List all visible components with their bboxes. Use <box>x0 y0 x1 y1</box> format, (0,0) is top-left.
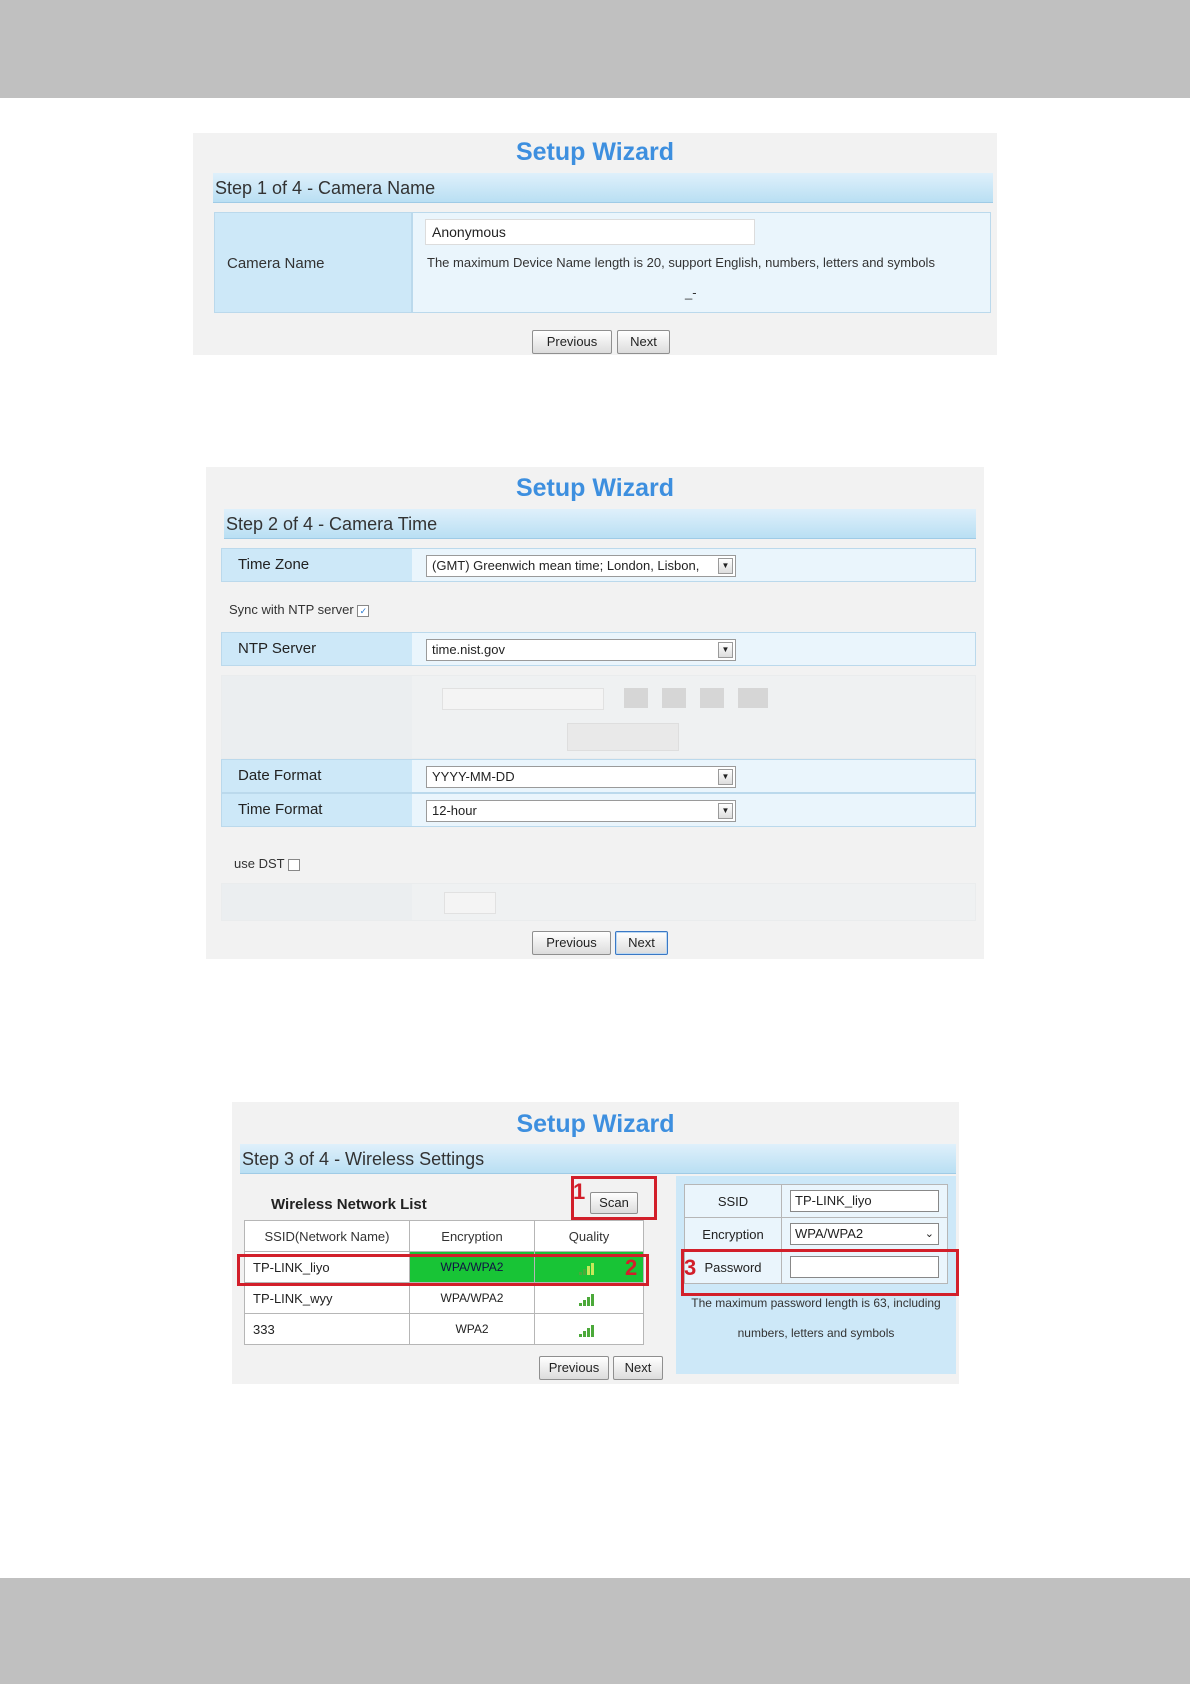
top-gray-band <box>0 0 1190 98</box>
wizard-title: Setup Wizard <box>516 1110 675 1138</box>
sync-ntp-checkbox[interactable]: ✓ <box>357 605 369 617</box>
time-zone-value: (GMT) Greenwich mean time; London, Lisbon, <box>432 558 700 573</box>
ntp-server-row <box>221 632 976 666</box>
column-header-quality: Quality <box>535 1221 644 1252</box>
date-format-value: YYYY-MM-DD <box>432 769 515 784</box>
annotation-number-3: 3 <box>684 1255 697 1280</box>
annotation-number-1: 1 <box>573 1179 586 1204</box>
encryption-label: Encryption <box>685 1218 782 1251</box>
ssid-row <box>685 1185 948 1218</box>
time-zone-select[interactable] <box>426 555 736 577</box>
chevron-down-icon: ⌄ <box>924 1228 934 1240</box>
network-ssid: TP-LINK_wyy <box>245 1283 410 1314</box>
camera-name-cell <box>412 212 991 313</box>
password-hint-line1: The maximum password length is 63, including <box>691 1296 941 1310</box>
network-ssid: TP-LINK_liyo <box>245 1252 410 1283</box>
time-format-select[interactable] <box>426 800 736 822</box>
time-format-row <box>221 793 976 827</box>
ssid-label: SSID <box>685 1185 782 1218</box>
password-label: Password <box>685 1251 782 1284</box>
wizard-title: Setup Wizard <box>515 474 675 502</box>
network-ssid: 333 <box>245 1314 410 1345</box>
ntp-server-label: NTP Server <box>222 633 412 665</box>
chevron-down-icon: ▼ <box>718 642 733 658</box>
chevron-down-icon: ▼ <box>718 558 733 574</box>
signal-strength-icon <box>579 1292 599 1306</box>
scan-button[interactable]: Scan <box>590 1192 638 1214</box>
manual-time-row-disabled <box>221 675 976 759</box>
encryption-cell <box>782 1218 948 1251</box>
setup-wizard-step3-panel <box>232 1102 959 1384</box>
wireless-list-title: Wireless Network List <box>271 1196 427 1213</box>
sync-with-pc-button <box>567 723 679 751</box>
use-dst-label: use DST <box>234 856 285 871</box>
use-dst-checkbox[interactable] <box>288 859 300 871</box>
encryption-value: WPA/WPA2 <box>795 1226 864 1241</box>
use-dst-row <box>234 856 300 871</box>
next-button[interactable]: Next <box>613 1356 663 1380</box>
annotation-number-2: 2 <box>625 1255 638 1280</box>
ntp-server-value: time.nist.gov <box>432 642 505 657</box>
chevron-down-icon: ▼ <box>718 769 733 785</box>
setup-wizard-step1-panel <box>193 133 997 355</box>
network-encryption: WPA/WPA2 <box>410 1252 535 1283</box>
date-format-select[interactable] <box>426 766 736 788</box>
network-quality <box>535 1283 644 1314</box>
column-header-encryption: Encryption <box>410 1221 535 1252</box>
camera-name-hint-symbols: _- <box>685 285 697 300</box>
previous-button[interactable]: Previous <box>532 931 611 955</box>
setup-wizard-step2-panel <box>206 467 984 959</box>
dst-offset-row-disabled <box>221 883 976 921</box>
sync-ntp-row <box>229 602 369 617</box>
date-format-row <box>221 759 976 793</box>
camera-name-hint: The maximum Device Name length is 20, support English, numbers, letters and symbols <box>427 255 935 270</box>
time-zone-label: Time Zone <box>222 549 412 581</box>
annotation-box-selected-network <box>237 1254 649 1286</box>
ssid-cell <box>782 1185 948 1218</box>
table-row[interactable] <box>245 1314 644 1345</box>
bottom-gray-band <box>0 1578 1190 1684</box>
minute-select <box>662 688 686 708</box>
chevron-down-icon: ▼ <box>718 803 733 819</box>
time-zone-row <box>221 548 976 582</box>
wizard-title: Setup Wizard <box>515 138 675 166</box>
dst-offset-label-cell <box>222 884 412 920</box>
column-header-ssid: SSID(Network Name) <box>245 1221 410 1252</box>
network-quality <box>535 1314 644 1345</box>
step-header: Step 3 of 4 - Wireless Settings <box>240 1144 956 1174</box>
annotation-box-password <box>681 1249 959 1296</box>
hour-select <box>624 688 648 708</box>
step-header: Step 2 of 4 - Camera Time <box>224 509 976 539</box>
time-format-label: Time Format <box>222 794 412 826</box>
ampm-select <box>738 688 768 708</box>
ntp-server-select[interactable] <box>426 639 736 661</box>
date-format-label: Date Format <box>222 760 412 792</box>
manual-time-label-cell <box>222 676 412 758</box>
encryption-row <box>685 1218 948 1251</box>
camera-name-input[interactable]: Anonymous <box>425 219 755 245</box>
table-header-row <box>245 1221 644 1252</box>
manual-date-input <box>442 688 604 710</box>
table-row[interactable] <box>245 1283 644 1314</box>
step-header: Step 1 of 4 - Camera Name <box>213 173 993 203</box>
password-hint-line2: numbers, letters and symbols <box>737 1326 895 1340</box>
previous-button[interactable]: Previous <box>532 330 612 354</box>
encryption-select[interactable] <box>790 1223 939 1245</box>
time-format-value: 12-hour <box>432 803 477 818</box>
next-button[interactable]: Next <box>615 931 668 955</box>
second-select <box>700 688 724 708</box>
signal-strength-icon <box>579 1323 599 1337</box>
ssid-input[interactable]: TP-LINK_liyo <box>790 1190 939 1212</box>
dst-offset-select <box>444 892 496 914</box>
sync-ntp-label: Sync with NTP server <box>229 602 354 617</box>
next-button[interactable]: Next <box>617 330 670 354</box>
camera-name-label: Camera Name <box>214 212 412 313</box>
network-encryption: WPA/WPA2 <box>410 1283 535 1314</box>
network-encryption: WPA2 <box>410 1314 535 1345</box>
previous-button[interactable]: Previous <box>539 1356 609 1380</box>
